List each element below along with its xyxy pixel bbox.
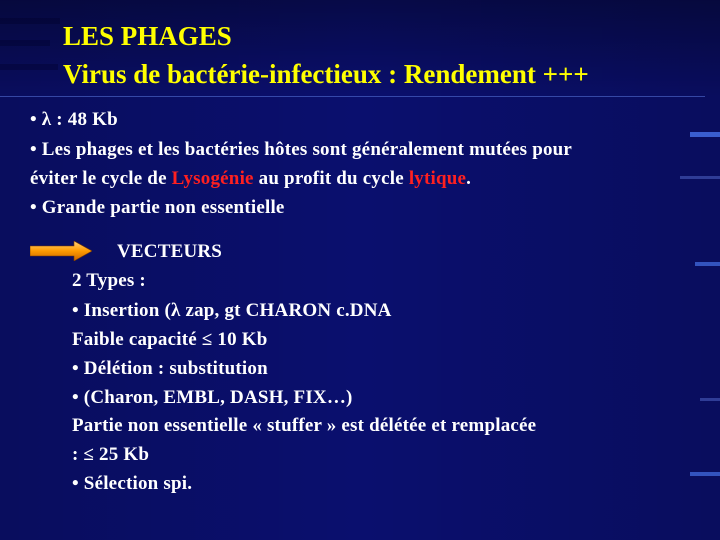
bullet-phages-line1: • Les phages et les bactéries hôtes sont généralement mutées pour	[30, 139, 573, 160]
decor-stripe	[695, 262, 720, 266]
decor-stripe	[700, 398, 720, 401]
bullet-grande-partie: • Grande partie non essentielle	[30, 197, 285, 218]
bullet-phages-line2	[30, 167, 471, 191]
vecteurs-heading: VECTEURS	[117, 241, 223, 262]
decor-stripe	[680, 176, 720, 179]
text-segment: au profit du cycle	[253, 168, 409, 189]
highlight-lysogenie: Lysogénie	[171, 168, 254, 189]
vecteurs-line: Faible capacité ≤ 10 Kb	[72, 329, 268, 350]
bullet-lambda: • λ : 48 Kb	[30, 109, 118, 130]
vecteurs-line: • Sélection spi.	[72, 473, 193, 494]
highlight-lytique: lytique	[408, 168, 467, 189]
vecteurs-line: • Insertion (λ zap, gt CHARON c.DNA	[72, 300, 392, 321]
decor-stripe	[690, 472, 720, 476]
decor-stripe	[0, 64, 58, 70]
vecteurs-line: Partie non essentielle « stuffer » est délétée et remplacée	[72, 415, 537, 436]
slide-subtitle: Virus de bactérie-infectieux : Rendement +++	[63, 59, 589, 89]
decor-stripe	[0, 40, 50, 46]
text-segment: .	[466, 168, 472, 189]
decor-stripe	[690, 132, 720, 137]
vecteurs-line: 2 Types :	[72, 270, 146, 291]
slide-title: LES PHAGES	[63, 21, 232, 51]
vecteurs-line: • Délétion : substitution	[72, 358, 268, 379]
vecteurs-line: • (Charon, EMBL, DASH, FIX…)	[72, 387, 353, 408]
vecteurs-line: : ≤ 25 Kb	[72, 444, 150, 465]
title-divider	[0, 96, 705, 97]
decor-stripe	[0, 18, 60, 24]
right-arrow-icon	[30, 241, 92, 261]
text-segment: éviter le cycle de	[30, 168, 172, 189]
